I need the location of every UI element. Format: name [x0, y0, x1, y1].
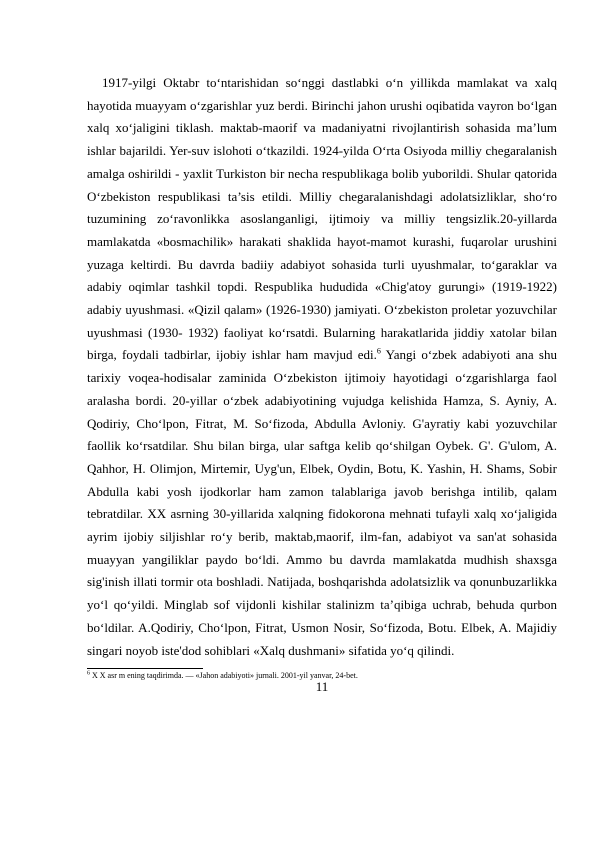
main-paragraph	[87, 72, 557, 662]
page-number: 11	[315, 679, 329, 695]
footnote-divider	[87, 668, 203, 669]
document-page	[87, 72, 557, 694]
footnote-text: X X asr m ening taqdirimda. — «Jahon adabiyoti» jurnali. 2001-yil yanvar, 24-bet.	[90, 671, 358, 681]
footnote-reference[interactable]: 6	[376, 347, 381, 357]
footnote-mark: 6	[87, 670, 90, 677]
paragraph-text-part-1: 1917-yilgi Oktabr to‘ntarishidan so‘nggi dastlabki o‘n yillikda mamlakat va xalq hayotida muayyam o‘zgarishlar yuz berdi. Birinchi jahon urushi oqibatida vayron bo‘lgan xalq xo‘jaligini tiklash. maktab-maorif va madaniyatni rivojlantirish sohasida ma’lum ishlar bajarildi. Yer-suv islohoti o‘tkazildi. 1924-yilda O‘rta Osiyoda milliy chegaralanish amalga oshirildi - yaxlit Turkiston bir necha respublikaga bolib yuborildi. Shular qatorida O‘zbekiston respublikasi ta’sis etildi. Milliy chegaralanishdagi adolatsizliklar, sho‘ro tuzumining zo‘ravonlikka asoslanganligi, ijtimoiy va milliy tengsizlik.20-yillarda mamlakatda «bosmachilik» harakati shaklida hayot-mamot kurashi, fuqarolar urushini yuzaga keltirdi. Bu davrda badiiy adabiyot sohasida turli uyushmalar, to‘garaklar va adabiy oqimlar tashkil topdi. Respublika hududida «Chig'atoy gurungi» (1919-1922) adabiy uyushmasi. «Qizil qalam» (1926-1930) jamiyati. O‘zbekiston proletar yozuvchilar uyushmasi (1930- 1932) faoliyat ko‘rsatdi. Bularning harakatlarida jiddiy xatolar bilan birga, foydali tadbirlar, ijobiy ishlar ham mavjud edi.	[87, 75, 557, 363]
paragraph-text-part-2: Yangi o‘zbek adabiyoti ana shu tarixiy voqea-hodisalar zaminida O‘zbekiston ijtimoiy hayotidagi o‘zgarishlarga faol aralasha bordi. 20-yillar o‘zbek adabiyotining vujudga kelishida Hamza, S. Ayniy, A. Qodiriy, Cho‘lpon, Fitrat, M. So‘fizoda, Abdulla Avloniy. G'ayratiy kabi yozuvchilar faollik ko‘rsatdilar. Shu bilan birga, ular saftga kelib qo‘shilgan Oybek. G'. G'ulom, A. Qahhor, H. Olimjon, Mirtemir, Uyg'un, Elbek, Oydin, Botu, K. Yashin, H. Shams, Sobir Abdulla kabi yosh ijodkorlar ham zamon talablariga javob berishga intilib, qalam tebratdilar. XX asrning 30-yillarida xalqning fidokorona mehnati tufayli xalq xo‘jaligida ayrim ijobiy siljishlar ro‘y berib, maktab,maorif, ilm-fan, adabiyot va san'at sohasida muayyan yangiliklar paydo bo‘ldi. Ammo bu davrda mamlakatda mudhish shaxsga sig'inish illati tormir ota boshladi. Natijada, boshqarishda adolatsizlik va qonunbuzarlikka yo‘l qo‘yildi. Minglab sof vijdonli kishilar stalinizm ta’qibiga uchrab, behuda qurbon bo‘ldilar. A.Qodiriy, Cho‘lpon, Fitrat, Usmon Nosir, So‘fizoda, Botu. Elbek, A. Majidiy singari noyob iste'dod sohiblari «Xalq dushmani» sifatida yo‘q qilindi.	[87, 347, 557, 658]
